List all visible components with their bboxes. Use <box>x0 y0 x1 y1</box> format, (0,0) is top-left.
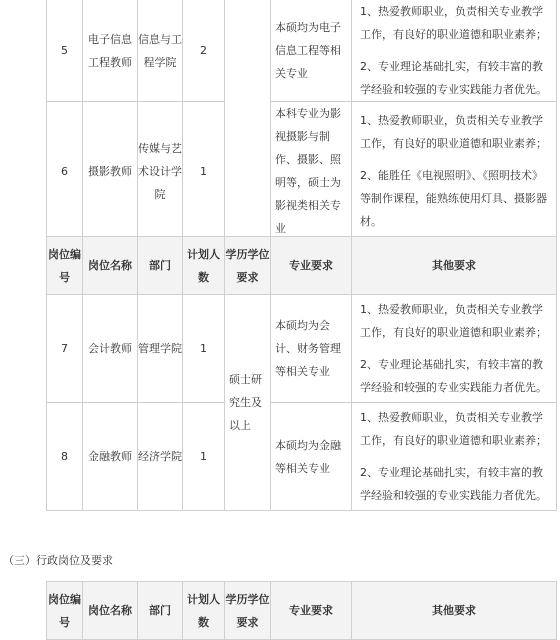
teacher-position-table <box>46 236 557 511</box>
admin-position-table <box>46 581 557 640</box>
header-position-id: 岗位编号 <box>47 237 83 295</box>
department: 信息与工程学院 <box>138 0 183 102</box>
header-other: 其他要求 <box>352 582 557 640</box>
position-name: 电子信息工程教师 <box>83 0 138 102</box>
section-heading: （三）行政岗位及要求 <box>3 554 113 567</box>
table-row <box>47 403 557 511</box>
major-requirement: 本科专业为影视摄影与制作、摄影、照明等，硕士为影视类相关专业 <box>271 102 352 241</box>
major-requirement: 本硕均为金融等相关专业 <box>271 403 352 511</box>
planned-count: 1 <box>183 403 225 511</box>
header-department: 部门 <box>138 237 183 295</box>
header-other: 其他要求 <box>352 237 557 295</box>
education-requirement: 硕士研究生及以上 <box>225 295 271 511</box>
department: 管理学院 <box>138 295 183 403</box>
other-requirements: 1、热爱教师职业，负责相关专业教学工作，有良好的职业道德和职业素养； 2、专业理论基础扎实，有较丰富的教学经验和较强的专业实践能力者优先。 <box>352 295 557 403</box>
position-name: 金融教师 <box>83 403 138 511</box>
other-requirements: 1、热爱教师职业，负责相关专业教学工作，有良好的职业道德和职业素养； 2、专业理论基础扎实，有较丰富的教学经验和较强的专业实践能力者优先。 <box>352 0 557 102</box>
position-id: 6 <box>47 102 83 241</box>
department: 经济学院 <box>138 403 183 511</box>
header-planned-count: 计划人数 <box>183 582 225 640</box>
position-id: 8 <box>47 403 83 511</box>
header-education: 学历学位要求 <box>225 237 271 295</box>
major-requirement: 本硕均为电子信息工程等相关专业 <box>271 0 352 102</box>
position-id: 5 <box>47 0 83 102</box>
position-id: 7 <box>47 295 83 403</box>
header-planned-count: 计划人数 <box>183 237 225 295</box>
table-row <box>47 0 557 102</box>
table-row <box>47 295 557 403</box>
table-row <box>47 102 557 241</box>
table-header-row <box>47 237 557 295</box>
education-cell <box>225 0 271 241</box>
major-requirement: 本硕均为会计、财务管理等相关专业 <box>271 295 352 403</box>
header-major: 专业要求 <box>271 237 352 295</box>
other-requirements: 1、热爱教师职业，负责相关专业教学工作，有良好的职业道德和职业素养； 2、专业理论基础扎实，有较丰富的教学经验和较强的专业实践能力者优先。 <box>352 403 557 511</box>
position-name: 摄影教师 <box>83 102 138 241</box>
table-header-row <box>47 582 557 640</box>
planned-count: 1 <box>183 295 225 403</box>
header-major: 专业要求 <box>271 582 352 640</box>
header-position-name: 岗位名称 <box>83 582 138 640</box>
department: 传媒与艺术设计学院 <box>138 102 183 241</box>
position-name: 会计教师 <box>83 295 138 403</box>
other-requirements: 1、热爱教师职业，负责相关专业教学工作，有良好的职业道德和职业素养； 2、能胜任《电视照明》、《照明技术》等制作课程，能熟练使用灯具、摄影器材。 <box>352 102 557 241</box>
header-position-id: 岗位编号 <box>47 582 83 640</box>
teacher-position-table-continued <box>46 0 557 241</box>
planned-count: 2 <box>183 0 225 102</box>
header-education: 学历学位要求 <box>225 582 271 640</box>
header-position-name: 岗位名称 <box>83 237 138 295</box>
header-department: 部门 <box>138 582 183 640</box>
planned-count: 1 <box>183 102 225 241</box>
